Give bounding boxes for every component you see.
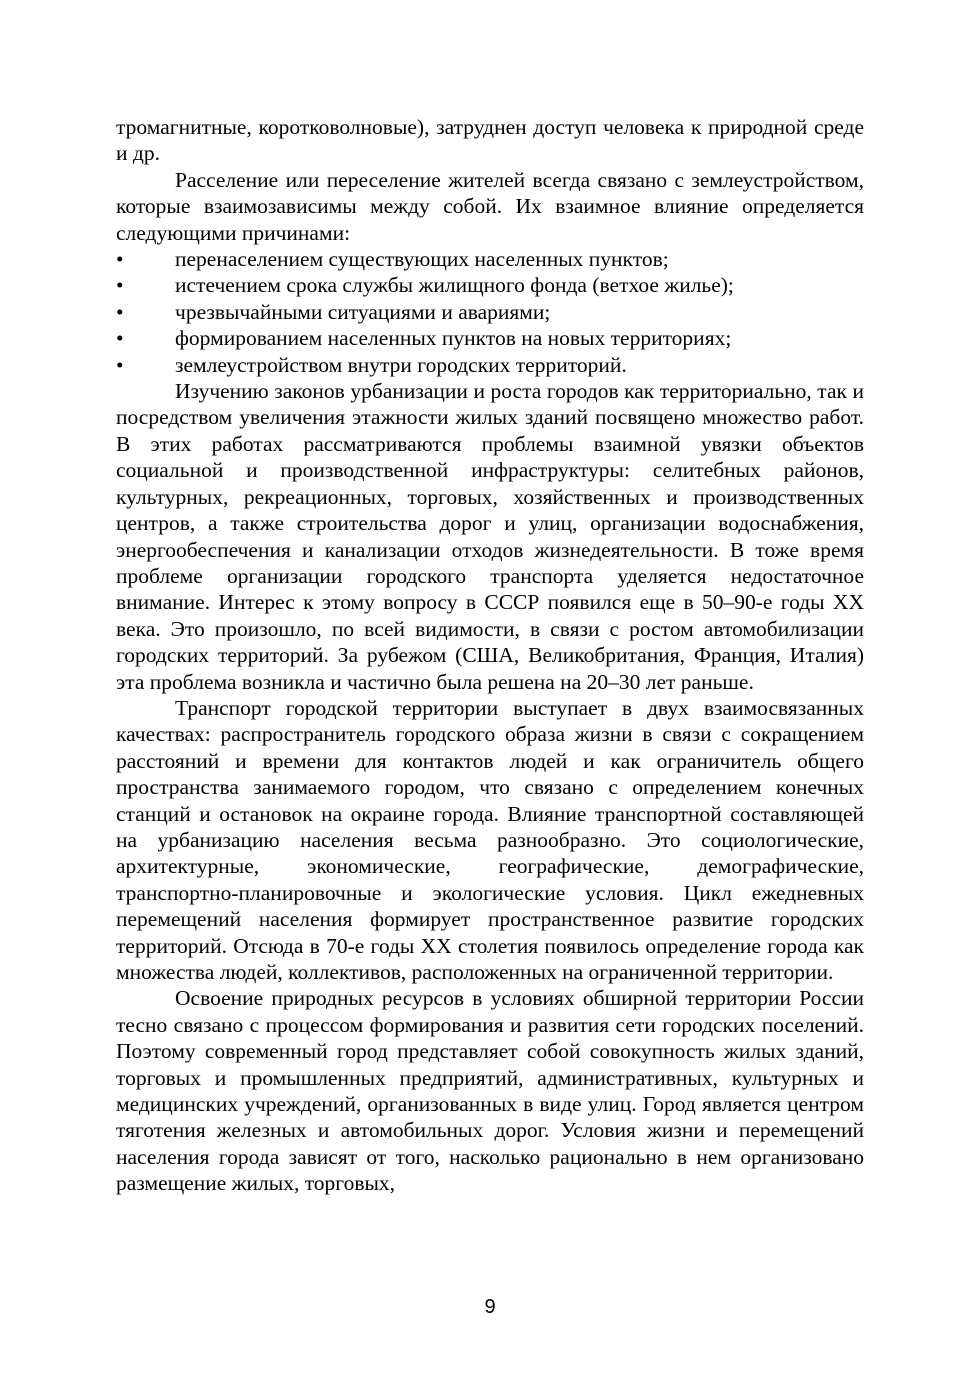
paragraph-resettlement: Расселение или переселение жителей всегда связано с землеустройством, которые взаимозависимы между собой. Их взаимное влияние определяется следующими причинами: bbox=[116, 167, 864, 245]
paragraph-transport: Транспорт городской территории выступает в двух взаимосвязанных качествах: распространитель городского образа жизни в связи с сокращением расстояний и времени для контактов людей и как ограничитель общего пространства занимаемого городом, что связано с определением конечных станций и остановок на окраине города. Влияние транспортной составляющей на урбанизацию населения весьма разнообразно. Это социологические, архитектурные, экономические, географические, демографические, транспортно-планировочные и экологические условия. Цикл ежедневных перемещений населения формирует пространственное развитие городских территорий. Отсюда в 70-е годы XX столетия появилось определение города как множества людей, коллективов, расположенных на ограниченной территории. bbox=[116, 695, 864, 984]
list-item-text: перенаселением существующих населенных пунктов; bbox=[175, 247, 669, 272]
paragraph-resources: Освоение природных ресурсов в условиях обширной территории России тесно связано с процессом формирования и развития сети городских поселений. Поэтому современный город представляет собой совокупность жилых зданий, торговых и промышленных предприятий, административных, культурных и медицинских учреждений, организованных в виде улиц. Город является центром тяготения железных и автомобильных дорог. Условия жизни и перемещений населения города зависят от того, насколько рационально в нем организовано размещение жилых, торговых, bbox=[116, 986, 864, 1196]
bullet-icon: • bbox=[116, 299, 124, 324]
page-number: 9 bbox=[484, 1296, 496, 1318]
bullet-icon: • bbox=[116, 352, 124, 377]
list-item bbox=[116, 352, 864, 378]
paragraph-urbanization: Изучению законов урбанизации и роста городов как территориально, так и посредством увеличения этажности жилых зданий посвящено множество работ. В этих работах рассматриваются проблемы взаимной увязки объектов социальной и производственной инфраструктуры: селитебных районов, культурных, рекреационных, торговых, хозяйственных и производственных центров, а также строительства дорог и улиц, организации водоснабжения, энергообеспечения и канализации отходов жизнедеятельности. В тоже время проблеме организации городского транспорта уделяется недостаточное внимание. Интерес к этому вопросу в СССР появился еще в 50–90-е годы XX века. Это произошло, по всей видимости, в связи с ростом автомобилизации городских территорий. За рубежом (США, Великобритания, Франция, Италия) эта проблема возникла и частично была решена на 20–30 лет раньше. bbox=[116, 379, 864, 694]
page-body bbox=[116, 114, 864, 1197]
list-item-text: землеустройством внутри городских территорий. bbox=[175, 352, 627, 377]
list-item-text: истечением срока службы жилищного фонда (ветхое жилье); bbox=[175, 273, 734, 298]
bullet-icon: • bbox=[116, 247, 124, 272]
list-item bbox=[116, 299, 864, 325]
bullet-icon: • bbox=[116, 273, 124, 298]
list-item bbox=[116, 325, 864, 351]
list-item-text: формированием населенных пунктов на новых территориях; bbox=[175, 326, 732, 351]
paragraph-continuation: тромагнитные, коротковолновые), затруднен доступ человека к природной среде и др. bbox=[116, 115, 864, 166]
list-item-text: чрезвычайными ситуациями и авариями; bbox=[175, 299, 551, 324]
list-item bbox=[116, 272, 864, 298]
list-item bbox=[116, 246, 864, 272]
reasons-list bbox=[116, 246, 864, 378]
bullet-icon: • bbox=[116, 326, 124, 351]
